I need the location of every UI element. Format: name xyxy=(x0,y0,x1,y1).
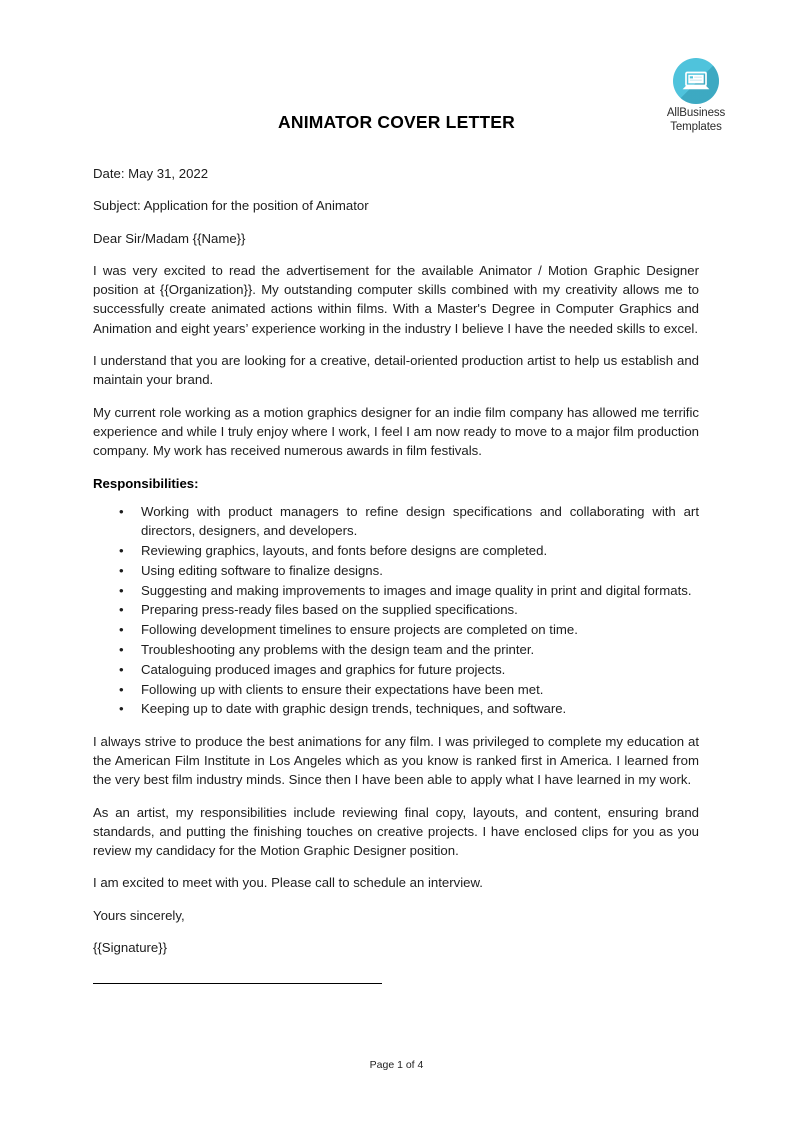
laptop-icon xyxy=(681,70,711,92)
paragraph-closing-3: I am excited to meet with you. Please call to schedule an interview. xyxy=(93,875,483,891)
list-item xyxy=(93,640,699,659)
responsibilities-list xyxy=(93,502,699,719)
list-item xyxy=(93,620,699,639)
paragraph-intro-3: My current role working as a motion graphics designer for an indie film company has allowed me terrific experience and while I truly enjoy where I work, I feel I am now ready to move to a major film production company. My work has received numerous awards in film festivals. xyxy=(93,404,699,459)
list-item-text: Reviewing graphics, layouts, and fonts before designs are completed. xyxy=(141,542,548,558)
list-item-text: Following up with clients to ensure their expectations have been met. xyxy=(141,681,544,697)
logo-circle xyxy=(673,58,719,104)
list-item-text: Using editing software to finalize designs. xyxy=(141,562,383,578)
subject-line: Subject: Application for the position of Animator xyxy=(93,198,369,214)
list-item xyxy=(93,541,699,560)
list-item xyxy=(93,581,699,600)
responsibilities-heading: Responsibilities: xyxy=(93,475,199,491)
bullet-icon: • xyxy=(119,641,124,657)
bullet-icon: • xyxy=(119,562,124,578)
brand-line-1: AllBusiness xyxy=(666,107,726,119)
list-item-text: Following development timelines to ensure projects are completed on time. xyxy=(141,622,578,638)
list-item xyxy=(93,680,699,699)
bullet-icon: • xyxy=(119,602,124,618)
bullet-icon: • xyxy=(119,701,124,717)
paragraph-closing-2: As an artist, my responsibilities include reviewing final copy, layouts, and content, ensuring brand standards, and putting the finishing touches on creative projects. I have enclosed clips for you as you review my candidacy for the Motion Graphic Designer position. xyxy=(93,804,699,859)
date-line: Date: May 31, 2022 xyxy=(93,166,209,181)
signature-line xyxy=(93,983,382,984)
letter-body xyxy=(93,164,699,984)
bullet-icon: • xyxy=(119,681,124,697)
closing-salutation: Yours sincerely, xyxy=(93,907,185,923)
bullet-icon: • xyxy=(119,503,124,519)
brand-line-2: Templates xyxy=(670,120,722,133)
bullet-icon: • xyxy=(119,661,124,677)
signature-placeholder: {{Signature}} xyxy=(93,940,168,955)
page-title: ANIMATOR COVER LETTER xyxy=(278,112,515,132)
paragraph-intro-1: I was very excited to read the advertisement for the available Animator / Motion Graphic Designer position at {{Organization}}. My outstanding computer skills combined with my creativity allows me to successfully create animated actions within films. With a Master's Degree in Computer Graphics and Animation and eight years’ experience working in the industry I believe I have the needed skills to excel. xyxy=(93,262,699,336)
page-footer: Page 1 of 4 xyxy=(369,1059,424,1071)
paragraph-intro-2: I understand that you are looking for a creative, detail-oriented production artist to help us establish and maintain your brand. xyxy=(93,353,699,388)
list-item xyxy=(93,561,699,580)
bullet-icon: • xyxy=(119,542,124,558)
list-item xyxy=(93,699,699,718)
salutation: Dear Sir/Madam {{Name}} xyxy=(93,230,246,246)
list-item-text: Troubleshooting any problems with the design team and the printer. xyxy=(141,641,535,657)
list-item xyxy=(93,502,699,541)
list-item xyxy=(93,600,699,619)
list-item-text: Keeping up to date with graphic design trends, techniques, and software. xyxy=(141,701,567,717)
bullet-icon: • xyxy=(119,622,124,638)
bullet-icon: • xyxy=(119,582,124,598)
list-item-text: Working with product managers to refine design specifications and collaborating with art directors, designers, and developers. xyxy=(141,503,699,539)
paragraph-closing-1: I always strive to produce the best animations for any film. I was privileged to complete my education at the American Film Institute in Los Angeles which as you know is ranked first in America. I learned from the very best film industry minds. Since then I have been able to apply what I have learned in my work. xyxy=(93,733,699,788)
list-item-text: Cataloguing produced images and graphics for future projects. xyxy=(141,661,506,677)
list-item-text: Preparing press-ready files based on the supplied specifications. xyxy=(141,602,518,618)
list-item xyxy=(93,660,699,679)
list-item-text: Suggesting and making improvements to images and image quality in print and digital formats. xyxy=(141,582,692,598)
